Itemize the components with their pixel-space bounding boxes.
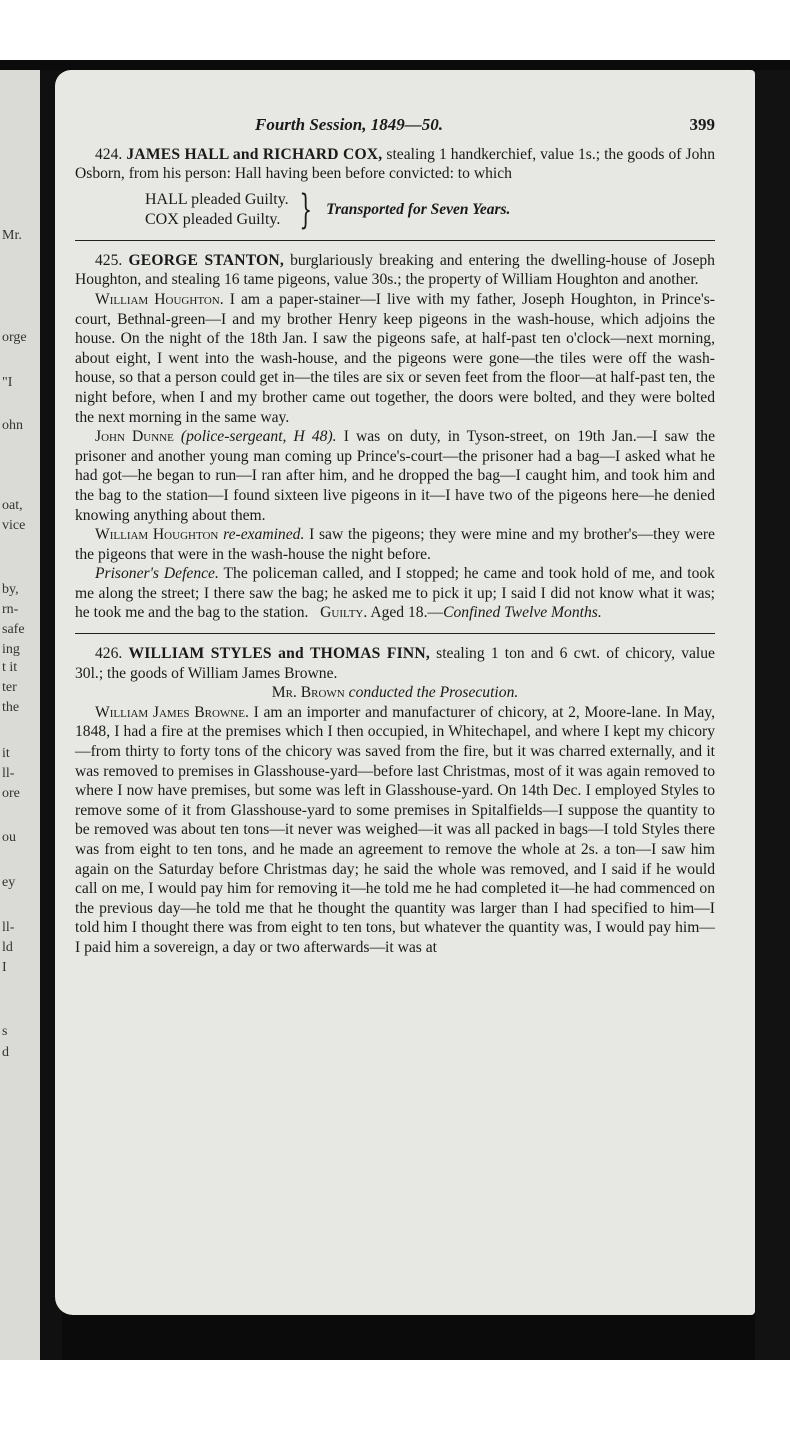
counsel-name: Mr. Brown xyxy=(271,684,345,702)
margin-fragment: it xyxy=(2,746,10,761)
margin-fragment: ore xyxy=(2,786,20,801)
case-title: JAMES HALL and RICHARD COX, xyxy=(126,145,383,163)
testimony-text: I saw the pigeons; they were mine and my brother's—they were the pigeons that were in the wash-house the night before. xyxy=(75,526,715,563)
case-426-intro xyxy=(75,644,715,683)
margin-fragment: ing xyxy=(2,642,20,657)
page-number: 399 xyxy=(689,115,715,134)
margin-fragment: d xyxy=(2,1045,9,1060)
case-number: 425. xyxy=(95,251,123,269)
book-edge xyxy=(755,70,790,1360)
margin-fragment: Mr. xyxy=(2,228,22,243)
margin-fragment: ter xyxy=(2,680,17,695)
testimony-text: I am an importer and manufacturer of chicory, at 2, Moore-lane. In May, 1848, I had a fire at the premises which I then occupied, in Whitechapel, and where I kept my chicory—from thirty to forty tons of the chicory was saved from the fire, but it was charred externally, and it was removed to premises in Glasshouse-yard—before last Christmas, most of it was again removed to where I now have premises, but some was left in Glasshouse-yard. On 14th Dec. I employed Styles to remove some of it from Glasshouse-yard to some premises in Spitalfields—I suppose the quantity to be removed was about ten tons—it never was weighed—it was all packed in bags—I told Styles there was from eight to ten tons, and he made an agreement to remove the whole at 2s. a ton—I saw him again on the Saturday before Christmas day; he said the whole was removed, and I said if he would call on me, I would pay him for removing it—he told me he had completed it—he had commenced on the previous day—he told me that he thought the quantity was larger than I had specified to him—I told him I thought there was from eight to ten tons, but whatever the quantity was, I would pay him—I paid him a sovereign, a day or two afterwards—it was at xyxy=(75,703,716,956)
case-title: GEORGE STANTON, xyxy=(128,251,284,269)
session-title: Fourth Session, 1849—50. xyxy=(255,115,443,134)
page-content xyxy=(75,115,715,958)
plea-cox: COX pleaded Guilty. xyxy=(145,210,281,228)
case-425-intro xyxy=(75,251,715,290)
margin-fragment: ll- xyxy=(2,920,15,935)
witness-role: re-examined. xyxy=(223,526,305,544)
book-page xyxy=(55,70,755,1315)
case-title: WILLIAM STYLES and THOMAS FINN, xyxy=(128,645,430,663)
margin-fragment: ohn xyxy=(2,418,23,433)
margin-fragment: t it xyxy=(2,660,18,675)
case-charge: stealing 1 handkerchief, value 1s.; the goods of John Osborn, from his person: Hall having been before convicted: to which xyxy=(75,145,716,183)
margin-fragment: ld xyxy=(2,940,13,955)
margin-fragment: orge xyxy=(2,330,27,345)
running-header xyxy=(255,115,715,135)
sentence: Transported for Seven Years. xyxy=(326,200,511,218)
sentence: Confined Twelve Months. xyxy=(443,604,602,622)
testimony-paragraph xyxy=(75,427,715,525)
verdict: Guilty. xyxy=(320,604,368,622)
witness-role: (police-sergeant, H 48). xyxy=(180,428,337,446)
witness-name: John Dunne xyxy=(95,428,174,446)
defence-paragraph xyxy=(75,564,715,623)
case-charge: stealing 1 ton and 6 cwt. of chicory, value 30l.; the goods of William James Browne. xyxy=(75,645,715,682)
case-number: 424. xyxy=(95,145,123,163)
defence-text: The policeman called, and I stopped; he came and took hold of me, and took me along the street; I there saw the bag; he asked me to pick it up; I said I did not know what it was; he took me and the bag to the station. xyxy=(75,565,715,622)
margin-fragment: rn- xyxy=(2,602,19,617)
margin-fragment: "I xyxy=(2,375,13,390)
defence-label: Prisoner's Defence. xyxy=(95,565,219,583)
testimony-text: I am a paper-stainer—I live with my father, Joseph Houghton, in Prince's-court, Bethnal-green—I and my brother Henry keep pigeons in the wash-house, which adjoins the house. On the night of the 18th Jan. I saw the pigeons safe, at half-past ten o'clock—next morning, about eight, I went into the wash-house, and the pigeons were gone—the tiles were off the wash-house, so that a person could get in—the tiles are six or seven feet from the floor—at half-past ten, the night before, when I and my brother came out together, the doors were bolted, and they were bolted the next morning in the same way. xyxy=(75,290,715,426)
margin-fragment: ey xyxy=(2,875,16,890)
witness-name: William James Browne. xyxy=(95,703,249,721)
testimony-paragraph xyxy=(75,290,715,427)
witness-name: William Houghton xyxy=(95,526,219,544)
margin-fragment: vice xyxy=(2,518,26,533)
plea-hall: HALL pleaded Guilty. xyxy=(145,190,289,208)
testimony-text: I was on duty, in Tyson-street, on 19th Jan.—I saw the prisoner and another young man coming up Prince's-court—the prisoner had a bag—I asked what he had got—he began to run—I ran after him, and he dropped the bag—I caught him, and took him and the bag to the station—I found sixteen live pigeons in it—I have two of the pigeons here—he denied knowing anything about them. xyxy=(75,428,715,524)
case-charge: burglariously breaking and entering the dwelling-house of Joseph Houghton, and stealing 16 tame pigeons, value 30s.; the property of William Houghton and another. xyxy=(75,251,715,289)
case-divider xyxy=(75,633,715,634)
margin-fragment: ll- xyxy=(2,766,15,781)
margin-fragment: the xyxy=(2,700,20,715)
testimony-paragraph xyxy=(75,703,715,958)
testimony-paragraph xyxy=(75,525,715,564)
case-divider xyxy=(75,240,715,241)
case-number: 426. xyxy=(95,645,123,663)
case-424-intro xyxy=(75,145,715,184)
case-424-pleas xyxy=(145,186,715,233)
brace-symbol: } xyxy=(299,186,312,233)
age: Aged 18.— xyxy=(370,604,444,622)
margin-fragment: oat, xyxy=(2,498,23,513)
margin-fragment: safe xyxy=(2,622,25,637)
counsel-line xyxy=(75,683,715,703)
margin-fragment: ou xyxy=(2,830,16,845)
margin-fragment: I xyxy=(2,960,7,975)
witness-name: William Houghton. xyxy=(95,290,224,308)
counsel-text: conducted the Prosecution. xyxy=(348,684,519,702)
plea-lines xyxy=(145,190,289,230)
margin-fragment: s xyxy=(2,1024,8,1039)
margin-fragment: by, xyxy=(2,582,19,597)
